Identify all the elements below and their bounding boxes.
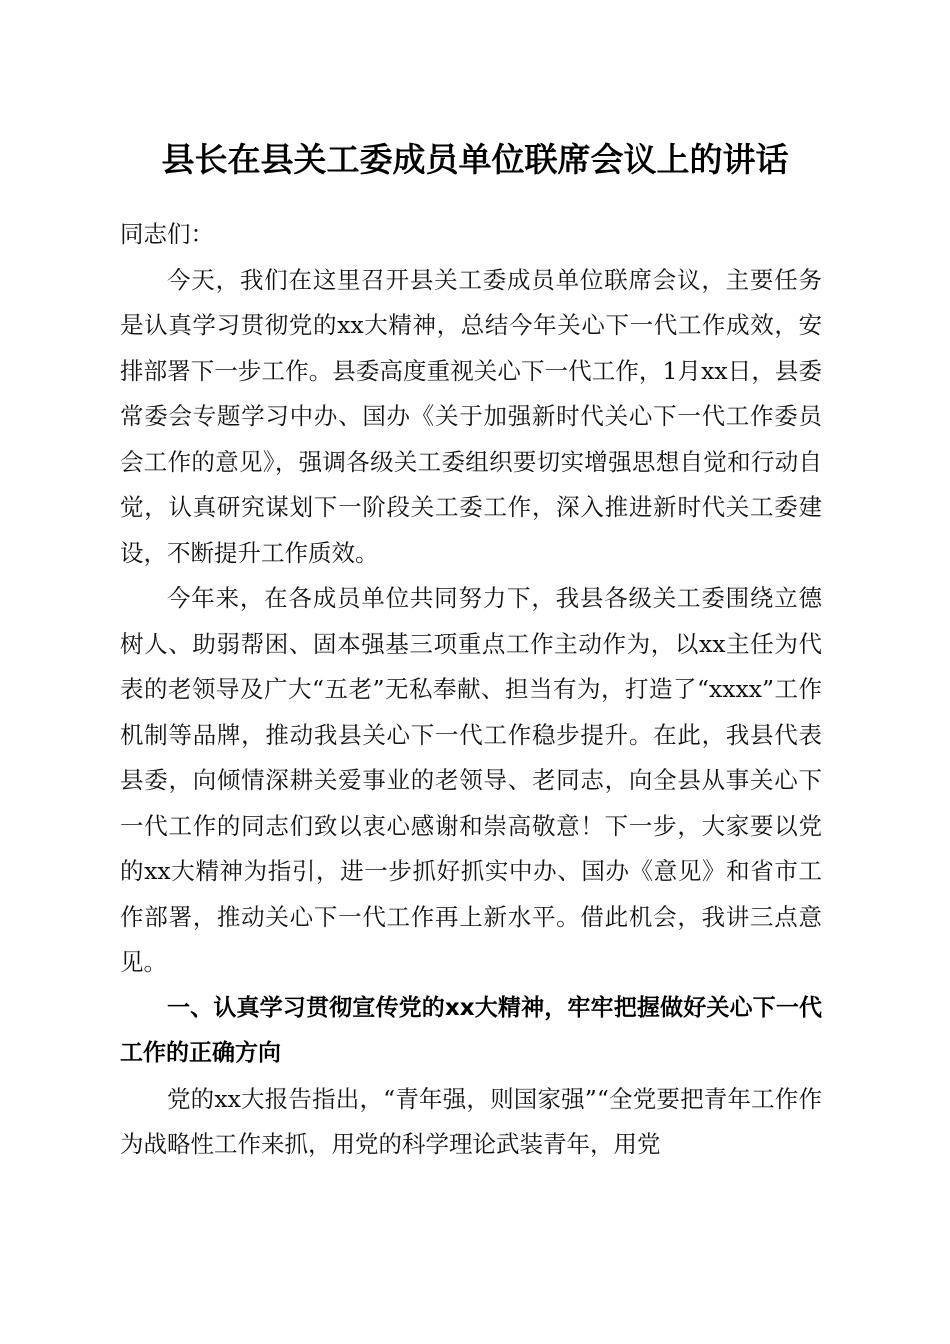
section-heading-1: 一、认真学习贯彻宣传党的xx大精神，牢牢把握做好关心下一代工作的正确方向: [120, 994, 822, 1066]
paragraph-achievements: 今年来，在各成员单位共同努力下，我县各级关工委围绕立德树人、助弱帮困、固本强基三项重点工作主动作为，以xx主任为代表的老领导及广大“五老”无私奉献、担当有为，打造了“xxxx”工作机制等品牌，推动我县关心下一代工作稳步提升。在此，我县代表县委，向倾情深耕关爱事业的老领导、老同志，向全县从事关心下一代工作的同志们致以衷心感谢和崇高敬意！下一步，大家要以党的xx大精神为指引，进一步抓好抓实中办、国办《意见》和省市工作部署，推动关心下一代工作再上新水平。借此机会，我讲三点意见。: [120, 584, 822, 976]
paragraph-opening: 今天，我们在这里召开县关工委成员单位联席会议，主要任务是认真学习贯彻党的xx大精神，总结今年关心下一代工作成效，安排部署下一步工作。县委高度重视关心下一代工作，1月xx日，县委常委会专题学习中办、国办《关于加强新时代关心下一代工作委员会工作的意见》，强调各级关工委组织要切实增强思想自觉和行动自觉，认真研究谋划下一阶段关工委工作，深入推进新时代关工委建设，不断提升工作质效。: [120, 265, 822, 567]
salutation: 同志们：: [120, 220, 214, 248]
document-title: 县长在县关工委成员单位联席会议上的讲话: [161, 140, 789, 179]
document-body: [120, 212, 822, 1168]
paragraph-section-1: 党的xx大报告指出，“青年强，则国家强”“全党要把青年工作作为战略性工作来抓，用党的科学理论武装青年，用党: [120, 1084, 822, 1158]
